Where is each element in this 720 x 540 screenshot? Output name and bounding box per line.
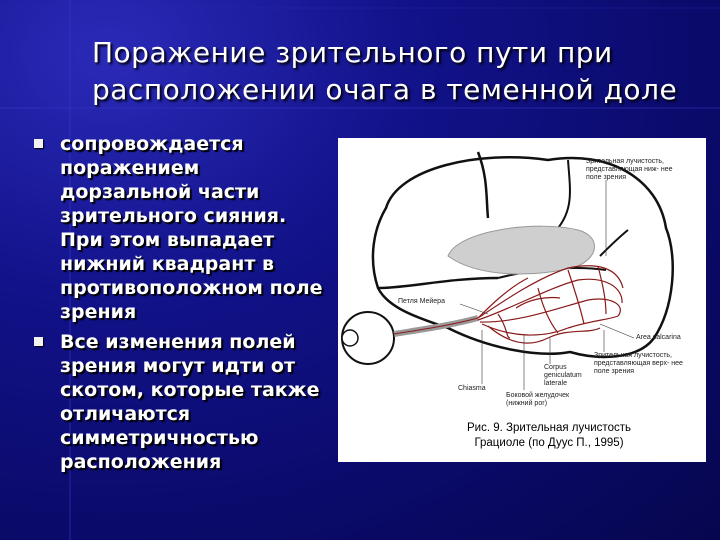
bullet-list bbox=[32, 132, 332, 480]
bullet-text: Все изменения полей зрения могут идти от скотом, которые также отличаются симметричностью расположения bbox=[60, 331, 320, 473]
label-upper-field: Зрительная лучистость, представляющая ниж- нее поле зрения bbox=[586, 158, 673, 181]
label-area-calcarina: Area calcarina bbox=[636, 334, 681, 341]
bullet-item bbox=[32, 330, 332, 474]
bullet-item bbox=[32, 132, 332, 324]
square-bullet-icon bbox=[34, 337, 43, 346]
label-lower-field: Зрительная лучистость, представляющая верх- нее поле зрения bbox=[594, 352, 683, 375]
label-ventricle: Боковой желудочек (нижний рог) bbox=[506, 392, 570, 407]
figure-caption bbox=[404, 421, 694, 451]
caption-line-1: Рис. 9. Зрительная лучистость bbox=[467, 422, 631, 434]
brain-figure bbox=[338, 138, 706, 462]
label-chiasma: Chiasma bbox=[458, 385, 486, 392]
square-bullet-icon bbox=[34, 139, 43, 148]
label-meyer-loop: Петля Мейера bbox=[398, 298, 445, 305]
label-corpus: Corpus geniculatum laterale bbox=[544, 364, 582, 387]
bullet-text: сопровождается поражением дорзальной части зрительного сияния. При этом выпадает нижний квадрант в противоположном поле зрения bbox=[60, 133, 323, 323]
brain-illustration bbox=[338, 138, 706, 462]
slide-title: Поражение зрительного пути при расположении очага в теменной доле bbox=[92, 36, 678, 106]
caption-line-2: Грациоле (по Дуус П., 1995) bbox=[474, 437, 624, 449]
